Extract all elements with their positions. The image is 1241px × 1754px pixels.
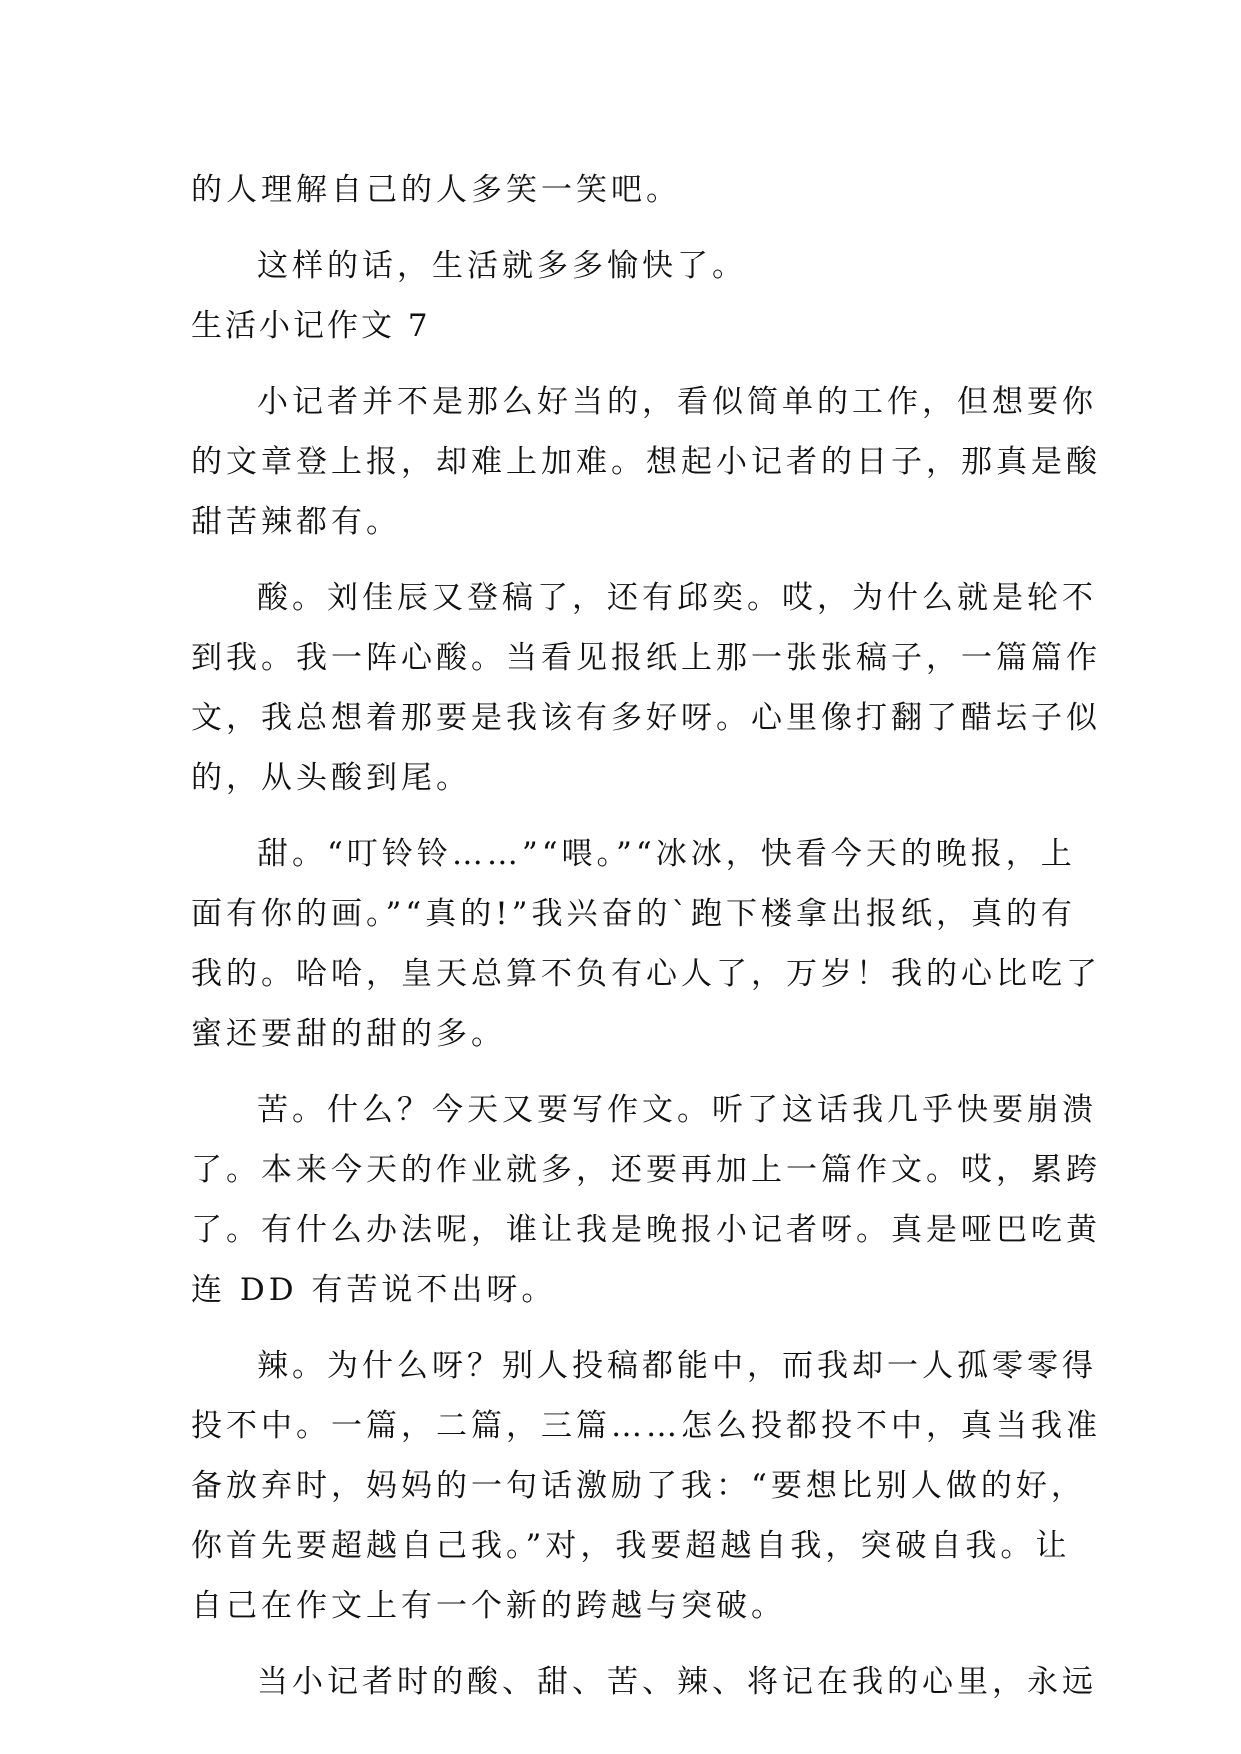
text-line: 这样的话，生活就多多愉快了。 [257,248,747,284]
text-line: 甜苦辣都有。 [191,504,401,540]
text-line: 自己在作文上有一个新的跨越与突破。 [191,1588,786,1624]
text-line: 面有你的画。”“真的!”我兴奋的`跑下楼拿出报纸，真的有 [191,896,1076,932]
text-line: 文，我总想着那要是我该有多好呀。心里像打翻了醋坛子似 [191,700,1101,736]
text-line: 备放弃时，妈妈的一句话激励了我：“要想比别人做的好， [191,1468,1086,1504]
text-line: 苦。什么？今天又要写作文。听了这话我几乎快要崩溃 [257,1092,1097,1128]
text-line: 了。本来今天的作业就多，还要再加上一篇作文。哎，累跨 [191,1152,1101,1188]
essay-body [191,160,1101,1712]
text-line: 你首先要超越自己我。”对，我要超越自我，突破自我。让 [191,1528,1071,1564]
text-line: 了。有什么办法呢，谁让我是晚报小记者呀。真是哑巴吃黄 [191,1212,1101,1248]
text-line: 的，从头酸到尾。 [191,760,471,796]
text-line: 小记者并不是那么好当的，看似简单的工作，但想要你 [257,384,1097,420]
text-line: 当小记者时的酸、甜、苦、辣、将记在我的心里，永远 [257,1664,1097,1700]
text-line: 辣。为什么呀？别人投稿都能中，而我却一人孤零零得 [257,1348,1097,1384]
text-line: 酸。刘佳辰又登稿了，还有邱奕。哎，为什么就是轮不 [257,580,1097,616]
text-line: 投不中。一篇，二篇，三篇……怎么投都投不中，真当我准 [191,1408,1101,1444]
text-line: 到我。我一阵心酸。当看见报纸上那一张张稿子，一篇篇作 [191,640,1101,676]
text-line: 的文章登上报，却难上加难。想起小记者的日子，那真是酸 [191,444,1101,480]
text-line: 的人理解自己的人多笑一笑吧。 [191,172,681,208]
text-line: 蜜还要甜的甜的多。 [191,1016,506,1052]
text-line: 甜。“叮铃铃……”“喂。”“冰冰，快看今天的晚报，上 [257,836,1076,872]
text-line: 我的。哈哈，皇天总算不负有心人了，万岁！我的心比吃了 [191,956,1101,992]
text-line: 连 DD 有苦说不出呀。 [191,1272,557,1308]
section-heading: 生活小记作文 7 [191,308,431,344]
